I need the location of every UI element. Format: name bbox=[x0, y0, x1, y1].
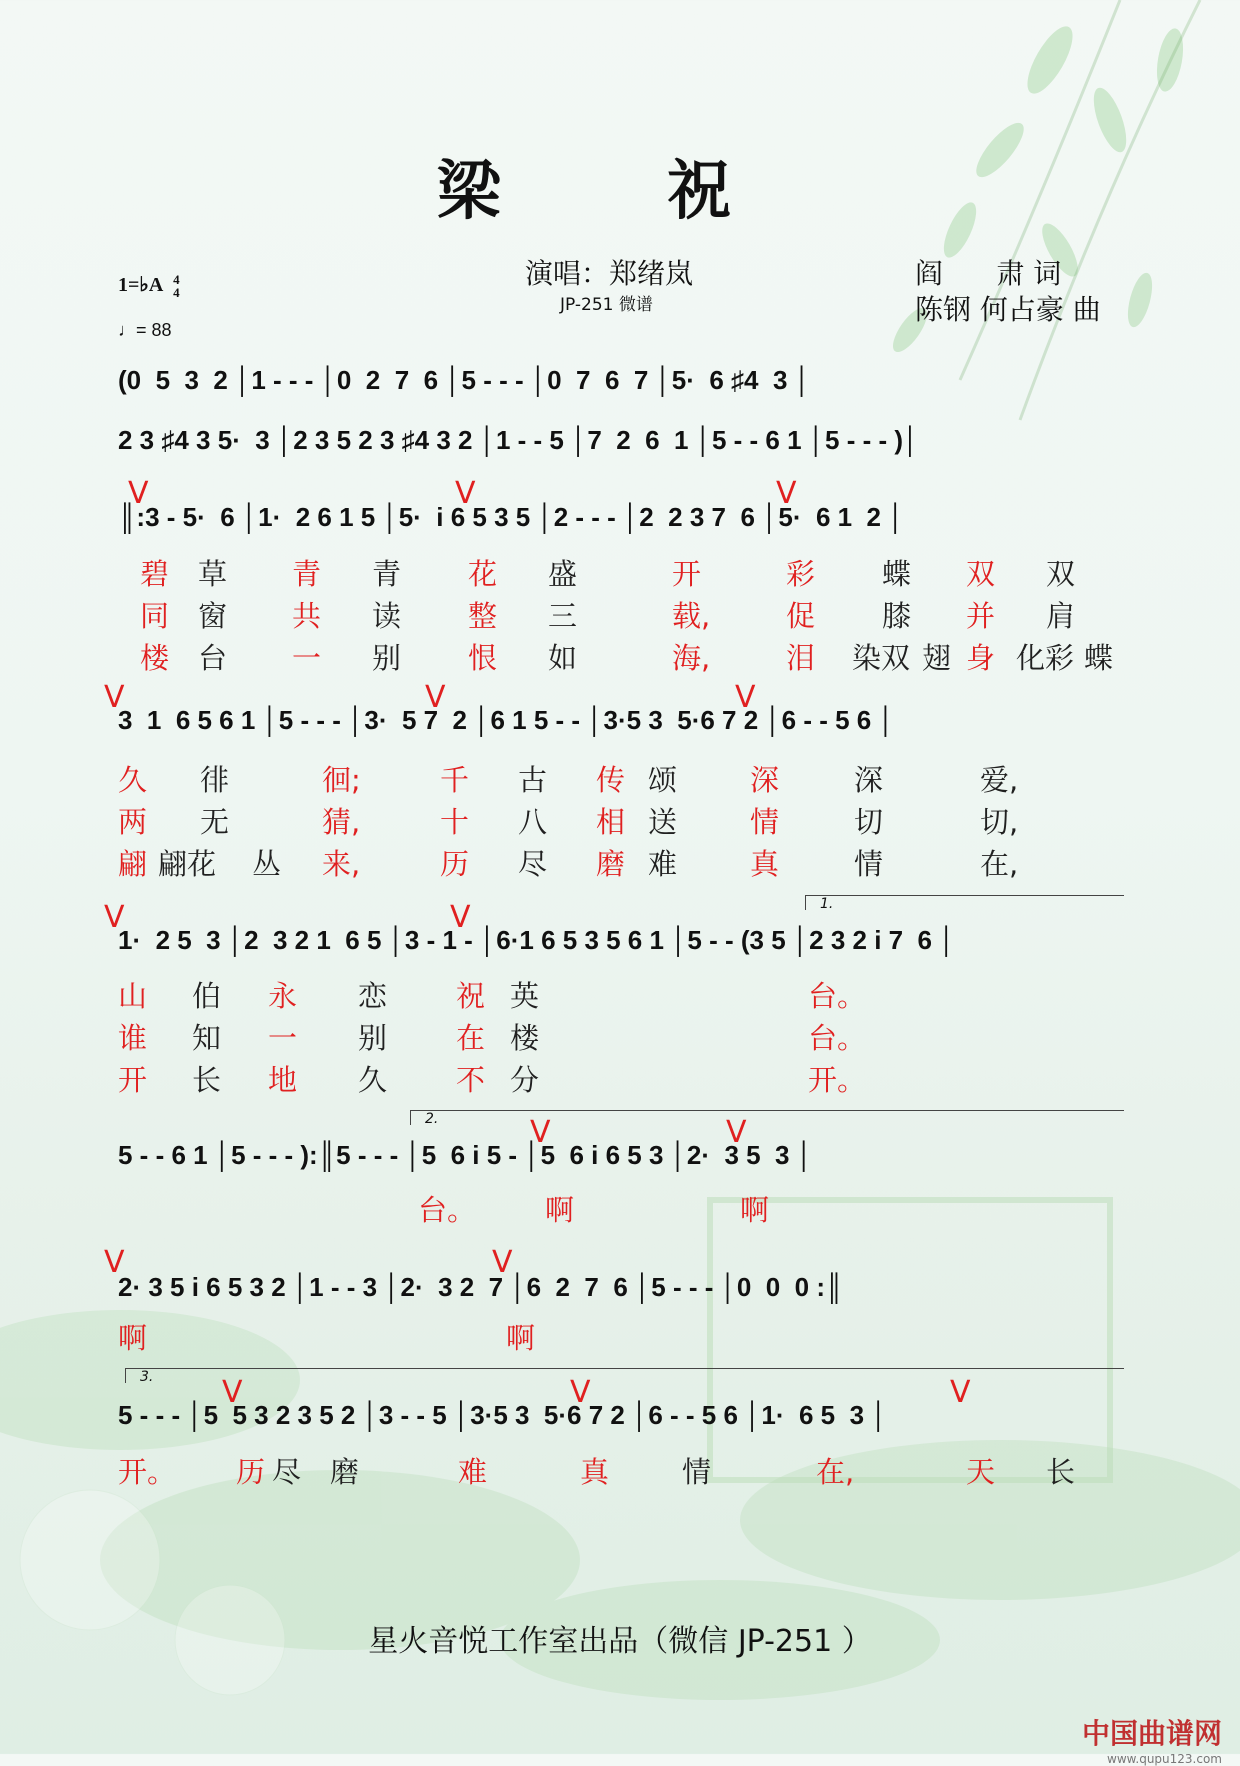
volta-bracket bbox=[410, 1110, 1124, 1125]
lyric-char: 一 bbox=[292, 641, 322, 675]
page-title: 梁 祝 bbox=[436, 154, 804, 229]
lyric-char: 磨 bbox=[596, 847, 626, 881]
lyric-char: 尽 bbox=[518, 847, 548, 881]
lyric-char: 永 bbox=[268, 979, 298, 1013]
breath-mark: V bbox=[104, 900, 125, 935]
lyric-char: 历 bbox=[236, 1455, 266, 1489]
time-top: 4 bbox=[173, 272, 180, 288]
lyric-char: 台。 bbox=[418, 1193, 477, 1227]
lyric-char: 颂 bbox=[648, 763, 678, 797]
lyric-char: 草 bbox=[198, 557, 228, 591]
breath-mark: V bbox=[950, 1375, 971, 1410]
lyric-char: 难 bbox=[458, 1455, 488, 1489]
lyric-char: 知 bbox=[192, 1021, 222, 1055]
lyric-char: 共 bbox=[292, 599, 322, 633]
notation-row: 5 - - - │5 5 3 2 3 5 2 │3 - - 5 │3·5 3 5·6 7 2 │6 - - 5 6 │1· 6 5 3 │ bbox=[118, 1400, 888, 1430]
lyric-char: 情 bbox=[682, 1455, 712, 1489]
lyric-char: 八 bbox=[518, 805, 548, 839]
lyric-char: 不 bbox=[456, 1063, 486, 1097]
lyric-char: 祝 bbox=[456, 979, 486, 1013]
lyric-char: 切 bbox=[854, 805, 884, 839]
lyric-char: 同 bbox=[140, 599, 170, 633]
lyric-char: 深 bbox=[854, 763, 884, 797]
lyric-char: 海, bbox=[672, 641, 711, 675]
lyric-char: 长 bbox=[1046, 1455, 1076, 1489]
lyric-char: 双 bbox=[966, 557, 996, 591]
lyric-char: 啊 bbox=[740, 1193, 770, 1227]
lyric-char: 久 bbox=[358, 1063, 388, 1097]
lyric-char: 读 bbox=[372, 599, 402, 633]
breath-mark: V bbox=[455, 476, 476, 511]
breath-mark: V bbox=[222, 1375, 243, 1410]
time-signature bbox=[173, 273, 180, 299]
lyric-char: 啊 bbox=[545, 1193, 575, 1227]
lyric-char: 古 bbox=[518, 763, 548, 797]
lyric-char: 开 bbox=[118, 1063, 148, 1097]
notation-row: 2 3 ♯4 3 5· 3 │2 3 5 2 3 ♯4 3 2 │1 - - 5 │7 2 6 1 │5 - - 6 1 │5 - - - )│ bbox=[118, 425, 920, 455]
lyric-char: 开 bbox=[672, 557, 702, 591]
lyric-char: 徘 bbox=[200, 763, 230, 797]
lyric-char: 地 bbox=[268, 1063, 298, 1097]
lyric-char: 台。 bbox=[808, 1021, 867, 1055]
lyric-char: 翅 bbox=[922, 641, 952, 675]
breath-mark: V bbox=[492, 1245, 513, 1280]
breath-mark: V bbox=[726, 1115, 747, 1150]
volta-bracket bbox=[805, 895, 1124, 910]
lyric-char: 一 bbox=[268, 1021, 298, 1055]
lyric-char: 相 bbox=[596, 805, 626, 839]
lyric-char: 爱, bbox=[980, 763, 1019, 797]
lyric-char: 载, bbox=[672, 599, 711, 633]
lyric-char: 十 bbox=[440, 805, 470, 839]
lyric-char: 难 bbox=[648, 847, 678, 881]
key-signature bbox=[118, 272, 180, 299]
lyric-char: 在, bbox=[816, 1455, 855, 1489]
lyric-char: 盛 bbox=[548, 557, 578, 591]
notation-row: 2· 3 5 i 6 5 3 2 │1 - - 3 │2· 3 2 7 │6 2 7 6 │5 - - - │0 0 0 :║ bbox=[118, 1272, 844, 1302]
lyric-char: 无 bbox=[200, 805, 230, 839]
lyric-char: 别 bbox=[372, 641, 402, 675]
composer-credit: 陈钢 何占豪 曲 bbox=[915, 293, 1101, 326]
notation-row: 5 - - 6 1 │5 - - - ):║5 - - - │5 6 i 5 - │5 6 i 6 5 3 │2· 3 5 3 │ bbox=[118, 1140, 813, 1170]
lyric-char: 青 bbox=[372, 557, 402, 591]
lyric-char: 花 bbox=[468, 557, 498, 591]
site-watermark bbox=[1082, 1712, 1222, 1766]
lyric-char: 猜, bbox=[322, 805, 361, 839]
lyric-char: 泪 bbox=[786, 641, 816, 675]
lyric-char: 彩 bbox=[786, 557, 816, 591]
lyric-char: 在 bbox=[456, 1021, 486, 1055]
lyric-char: 翩 bbox=[118, 847, 148, 881]
singer-credit: 演唱：郑绪岚 bbox=[525, 257, 694, 290]
lyric-char: 分 bbox=[510, 1063, 540, 1097]
watermark-url: www.qupu123.com bbox=[1107, 1752, 1222, 1766]
notation-row: 3 1 6 5 6 1 │5 - - - │3· 5 7 2 │6 1 5 - - │3·5 3 5·6 7 2 │6 - - 5 6 │ bbox=[118, 705, 895, 735]
lyric-char: 并 bbox=[966, 599, 996, 633]
lyric-char: 在, bbox=[980, 847, 1019, 881]
notation-row: (0 5 3 2 │1 - - - │0 2 7 6 │5 - - - │0 7 6 7 │5· 6 ♯4 3 │ bbox=[118, 365, 811, 395]
volta-number: 1. bbox=[820, 896, 834, 912]
lyric-char: 青 bbox=[292, 557, 322, 591]
lyric-char: 碧 bbox=[140, 557, 170, 591]
lyric-char: 山 bbox=[118, 979, 148, 1013]
lyric-char: 英 bbox=[510, 979, 540, 1013]
lyricist-credit: 阎 肃 词 bbox=[915, 257, 1062, 290]
breath-mark: V bbox=[776, 476, 797, 511]
notation-row: 1· 2 5 3 │2 3 2 1 6 5 │3 - 1 - │6·1 6 5 3 5 6 1 │5 - - (3 5 │2 3 2 i 7 6 │ bbox=[118, 925, 956, 955]
lyric-char: 如 bbox=[548, 641, 578, 675]
lyric-char: 情 bbox=[750, 805, 780, 839]
lyric-char: 恨 bbox=[468, 641, 498, 675]
lyric-char: 窗 bbox=[198, 599, 228, 633]
lyric-char: 啊 bbox=[118, 1321, 148, 1355]
breath-mark: V bbox=[104, 680, 125, 715]
lyric-char: 尽 bbox=[272, 1455, 302, 1489]
lyric-char: 台 bbox=[198, 641, 228, 675]
breath-mark: V bbox=[530, 1115, 551, 1150]
lyric-char: 化彩 bbox=[1016, 641, 1075, 675]
volta-number: 2. bbox=[425, 1111, 439, 1127]
lyric-char: 谁 bbox=[118, 1021, 148, 1055]
lyric-char: 丛 bbox=[252, 847, 282, 881]
lyric-char: 恋 bbox=[358, 979, 388, 1013]
tempo-marking: ♩= 88 bbox=[118, 320, 172, 340]
lyric-char: 双 bbox=[1046, 557, 1076, 591]
lyric-char: 身 bbox=[966, 641, 996, 675]
lyric-char: 楼 bbox=[510, 1021, 540, 1055]
lyric-char: 整 bbox=[468, 599, 498, 633]
breath-mark: V bbox=[450, 900, 471, 935]
lyric-char: 送 bbox=[648, 805, 678, 839]
lyric-char: 促 bbox=[786, 599, 816, 633]
lyric-char: 真 bbox=[750, 847, 780, 881]
breath-mark: V bbox=[570, 1375, 591, 1410]
breath-mark: V bbox=[128, 476, 149, 511]
breath-mark: V bbox=[735, 680, 756, 715]
lyric-char: 翩花 bbox=[158, 847, 217, 881]
lyric-char: 蝶 bbox=[1084, 641, 1114, 675]
lyric-char: 来, bbox=[322, 847, 361, 881]
lyric-char: 徊; bbox=[322, 763, 361, 797]
source-tag: JP-251 微谱 bbox=[560, 295, 653, 315]
lyric-char: 染双 bbox=[852, 641, 911, 675]
lyric-char: 三 bbox=[548, 599, 578, 633]
lyric-char: 开。 bbox=[118, 1455, 177, 1489]
lyric-char: 深 bbox=[750, 763, 780, 797]
lyric-char: 情 bbox=[854, 847, 884, 881]
lyric-char: 楼 bbox=[140, 641, 170, 675]
lyric-char: 肩 bbox=[1046, 599, 1076, 633]
lyric-char: 两 bbox=[118, 805, 148, 839]
lyric-char: 台。 bbox=[808, 979, 867, 1013]
lyric-char: 长 bbox=[192, 1063, 222, 1097]
lyric-char: 膝 bbox=[882, 599, 912, 633]
lyric-char: 切, bbox=[980, 805, 1019, 839]
lyric-char: 久 bbox=[118, 763, 148, 797]
lyric-char: 伯 bbox=[192, 979, 222, 1013]
time-bottom: 4 bbox=[173, 285, 180, 301]
footer-credit: 星火音悦工作室出品（微信 JP-251 ） bbox=[368, 1624, 872, 1659]
volta-number: 3. bbox=[140, 1369, 154, 1385]
breath-mark: V bbox=[425, 680, 446, 715]
lyric-char: 千 bbox=[440, 763, 470, 797]
lyric-char: 真 bbox=[580, 1455, 610, 1489]
lyric-char: 传 bbox=[596, 763, 626, 797]
lyric-char: 天 bbox=[966, 1455, 996, 1489]
lyric-char: 开。 bbox=[808, 1063, 867, 1097]
lyric-char: 啊 bbox=[506, 1321, 536, 1355]
notation-row: ║:3 - 5· 6 │1· 2 6 1 5 │5· i 6 5 3 5 │2 - - - │2 2 3 7 6 │5· 6 1 2 │ bbox=[118, 502, 905, 532]
lyric-char: 磨 bbox=[330, 1455, 360, 1489]
watermark-text: 中国曲谱网 bbox=[1081, 1717, 1222, 1750]
breath-mark: V bbox=[104, 1245, 125, 1280]
volta-bracket bbox=[125, 1368, 1124, 1383]
lyric-char: 别 bbox=[358, 1021, 388, 1055]
lyric-char: 蝶 bbox=[882, 557, 912, 591]
key-label: 1=♭A bbox=[118, 274, 163, 296]
lyric-char: 历 bbox=[440, 847, 470, 881]
